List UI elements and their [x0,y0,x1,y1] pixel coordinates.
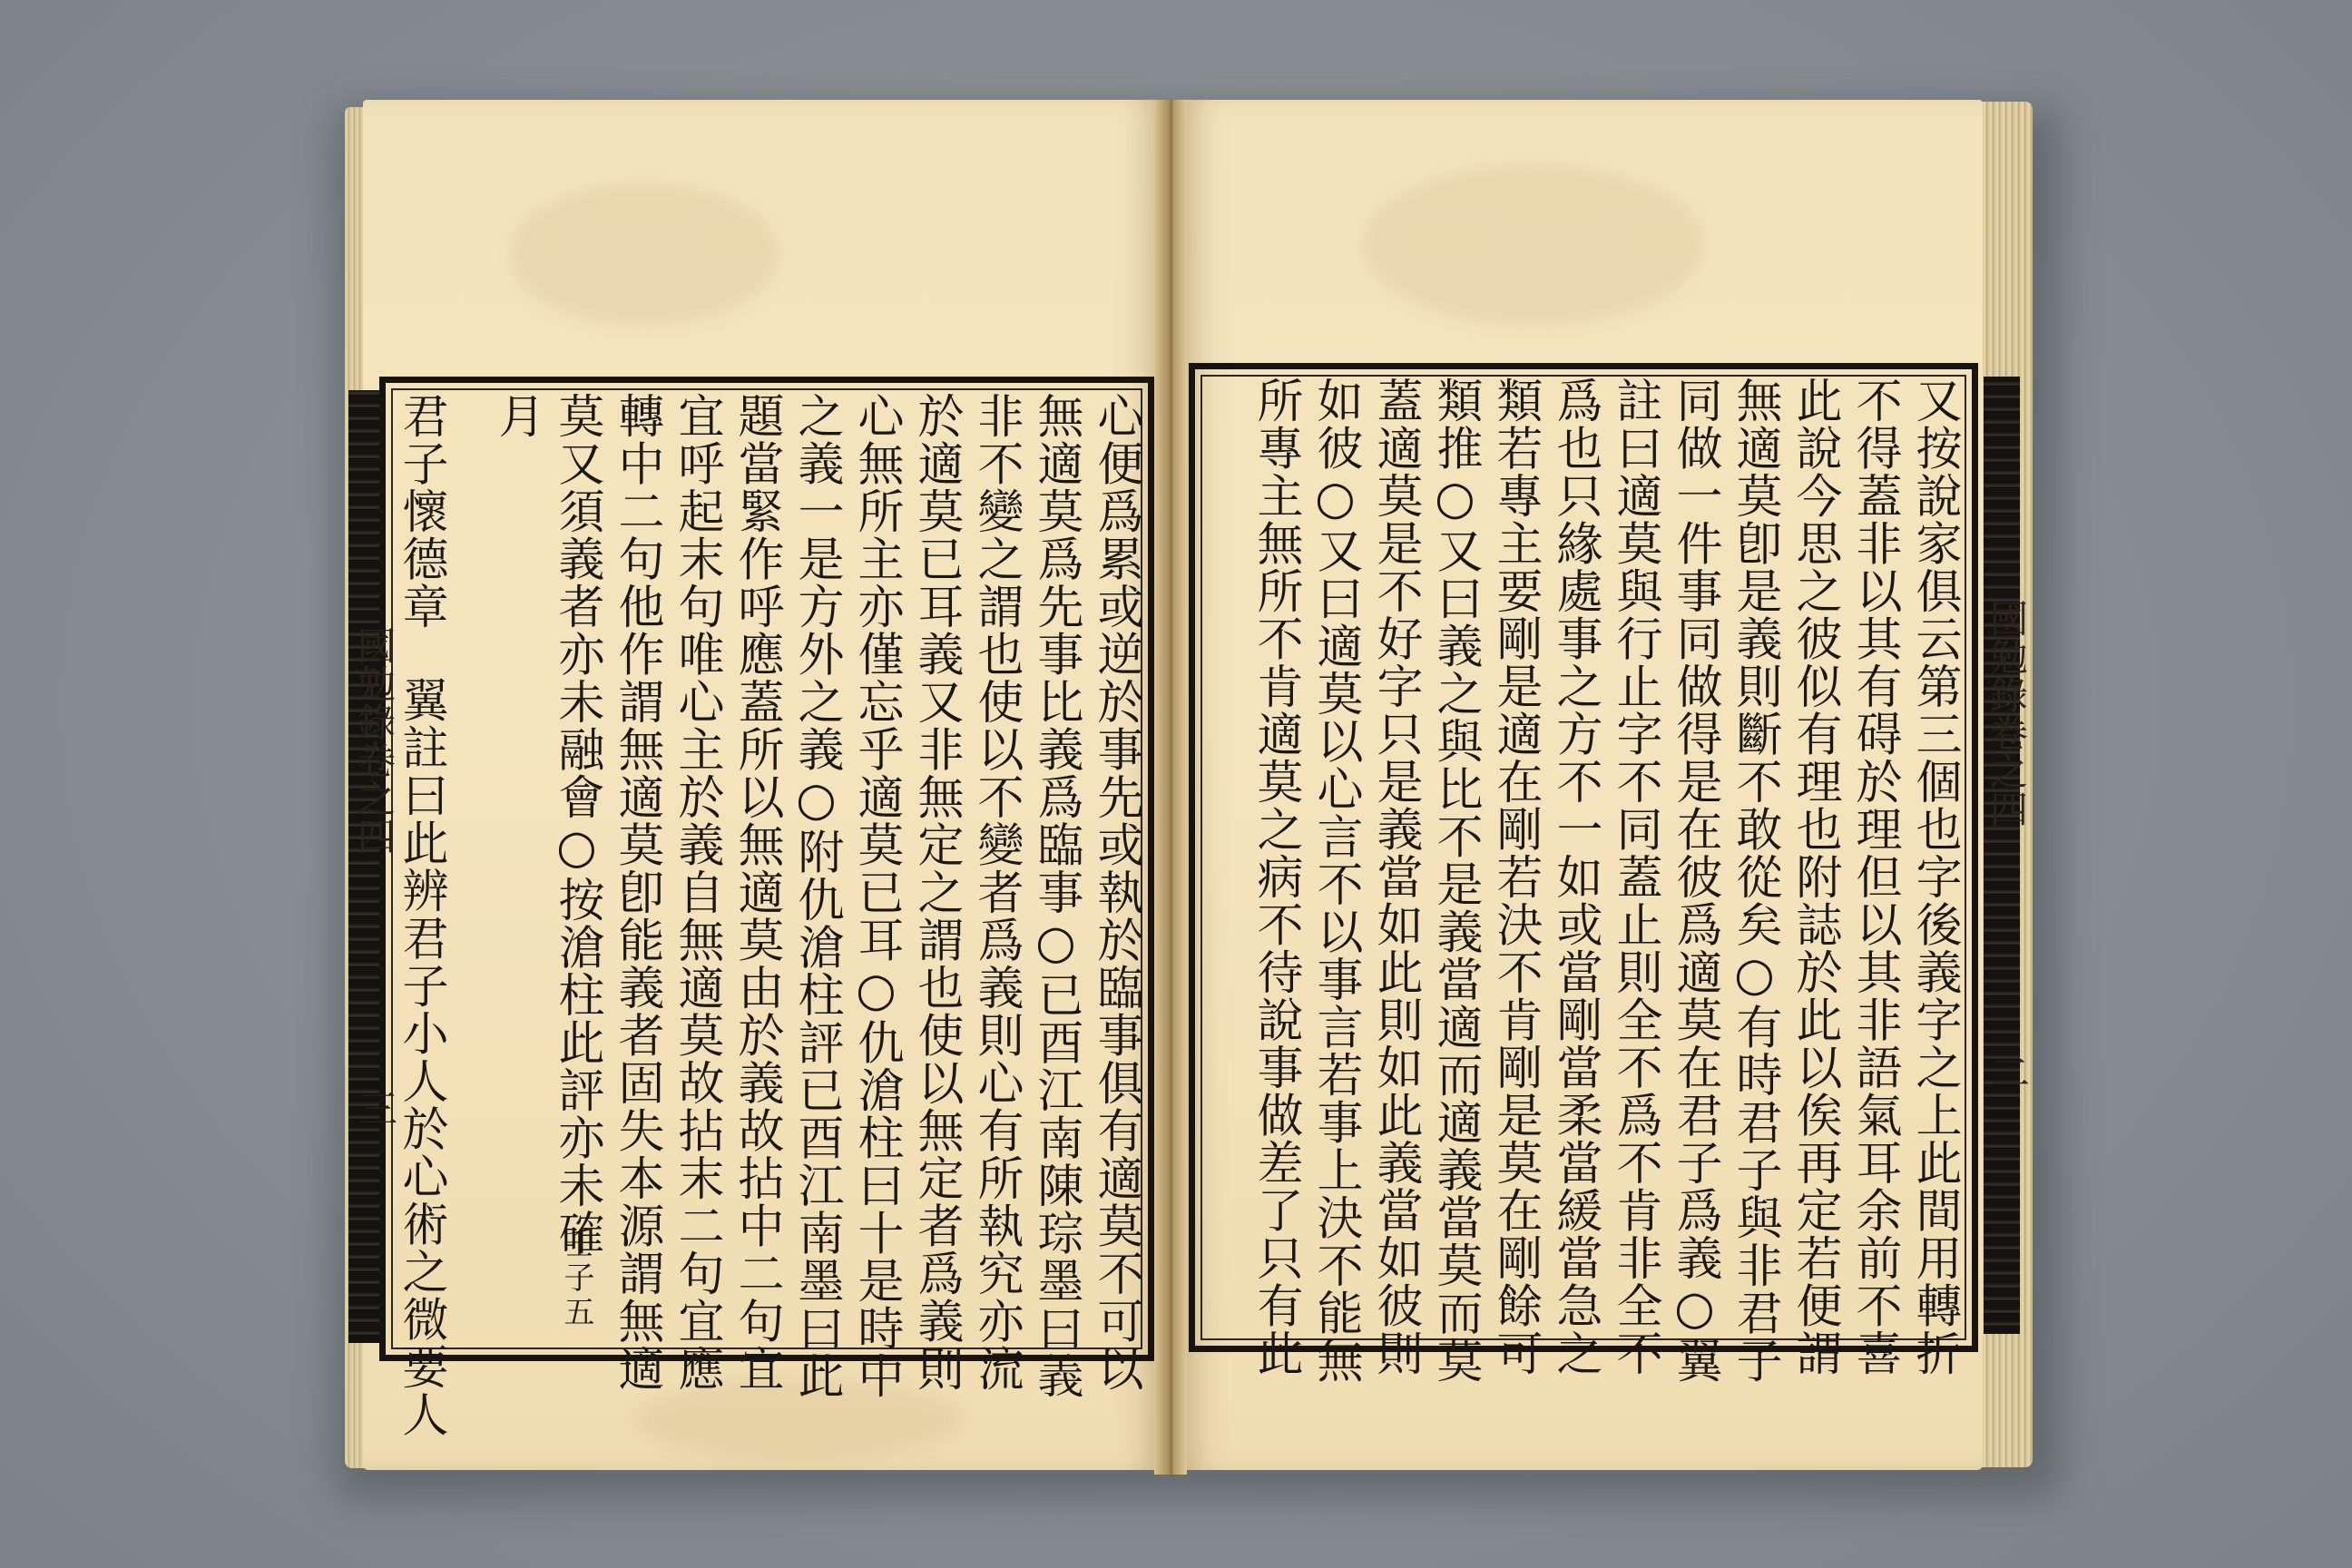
chapter-note: 翼註曰此辨君子小人於心術之微要人 [394,676,447,1438]
right-column-5: 同做一件事同做得是在彼爲適莫在君子爲義○翼 [1668,377,1721,1385]
left-print-bar [348,390,379,1343]
right-column-6: 註曰適莫與行止字不同蓋止則全不爲不肯非全不 [1608,377,1661,1377]
left-column-5: 心無所主亦僅忘乎適莫已耳○仇滄柱曰十是時中 [849,392,903,1400]
left-column-1: 心便爲累或逆於事先或執於臨事俱有適莫不可以 [1089,392,1142,1393]
paper-stain [1361,163,1706,327]
left-column-11: 月 [490,392,544,440]
right-margin-title: 國勉錄卷之四 [1984,599,2029,828]
right-column-3: 此說今思之彼似有理也附誌於此以俟再定若便謂 [1788,377,1841,1377]
right-column-8: 類若專主要剛是適在剛若決不肯剛是莫在剛餘可 [1488,377,1542,1377]
right-column-2: 不得蓋非以其有碍於理但以其非語氣耳余前不喜 [1847,377,1901,1377]
left-column-9: 轉中二句他作謂無適莫卽能義者固失本源謂無適 [610,392,663,1393]
left-column-4: 於適莫已耳義又非無定之謂也使以無定者爲義則 [909,392,963,1393]
right-column-9: 類推○又曰義之與比不是義當適而適義當莫而莫 [1428,377,1482,1385]
left-column-2: 無適莫爲先事比義爲臨事○已酉江南陳琮墨曰義 [1029,392,1083,1400]
chapter-title: 君子懷德章 [394,392,447,631]
right-column-7: 爲也只緣處事之方不一如或當剛當柔當緩當急之 [1548,377,1602,1377]
left-margin-page-number: 三 [354,1089,398,1127]
left-column-7: 題當緊作呼應蓋所以無適莫由於義故拈中二句宜 [730,392,783,1393]
right-column-4: 無適莫卽是義則斷不敢從矣○有時君子與非君子 [1728,377,1781,1385]
right-column-10: 蓋適莫是不好字只是義當如此則如此義當如彼則 [1368,377,1422,1377]
left-column-10-note: 壬子五 [558,1227,594,1330]
right-print-bar [1984,377,2020,1334]
right-column-12: 所專主無所不肯適莫之病不待說事做差了只有此 [1249,377,1302,1377]
left-column-6: 之義一是方外之義○附仇滄柱評已酉江南墨曰此 [789,392,843,1400]
book-gutter [1154,100,1187,1475]
left-column-10: 莫又須義者亦未融會○按滄柱此評亦未確 [550,392,603,1257]
right-column-1: 又按說家俱云第三個也字後義字之上此間用轉折 [1907,377,1961,1377]
left-column-3: 非不變之謂也使以不變者爲義則心有所執究亦流 [969,392,1023,1393]
right-column-11: 如彼○又曰適莫以心言不以事言若事上決不能無 [1308,377,1362,1385]
paper-stain [508,181,780,327]
left-margin-title: 國勉錄卷之四 [352,626,397,855]
right-margin-page-number: 二 [1986,1053,2031,1091]
left-column-8: 宜呼起末句唯心主於義自無適莫故拈末二句宜應 [670,392,723,1393]
